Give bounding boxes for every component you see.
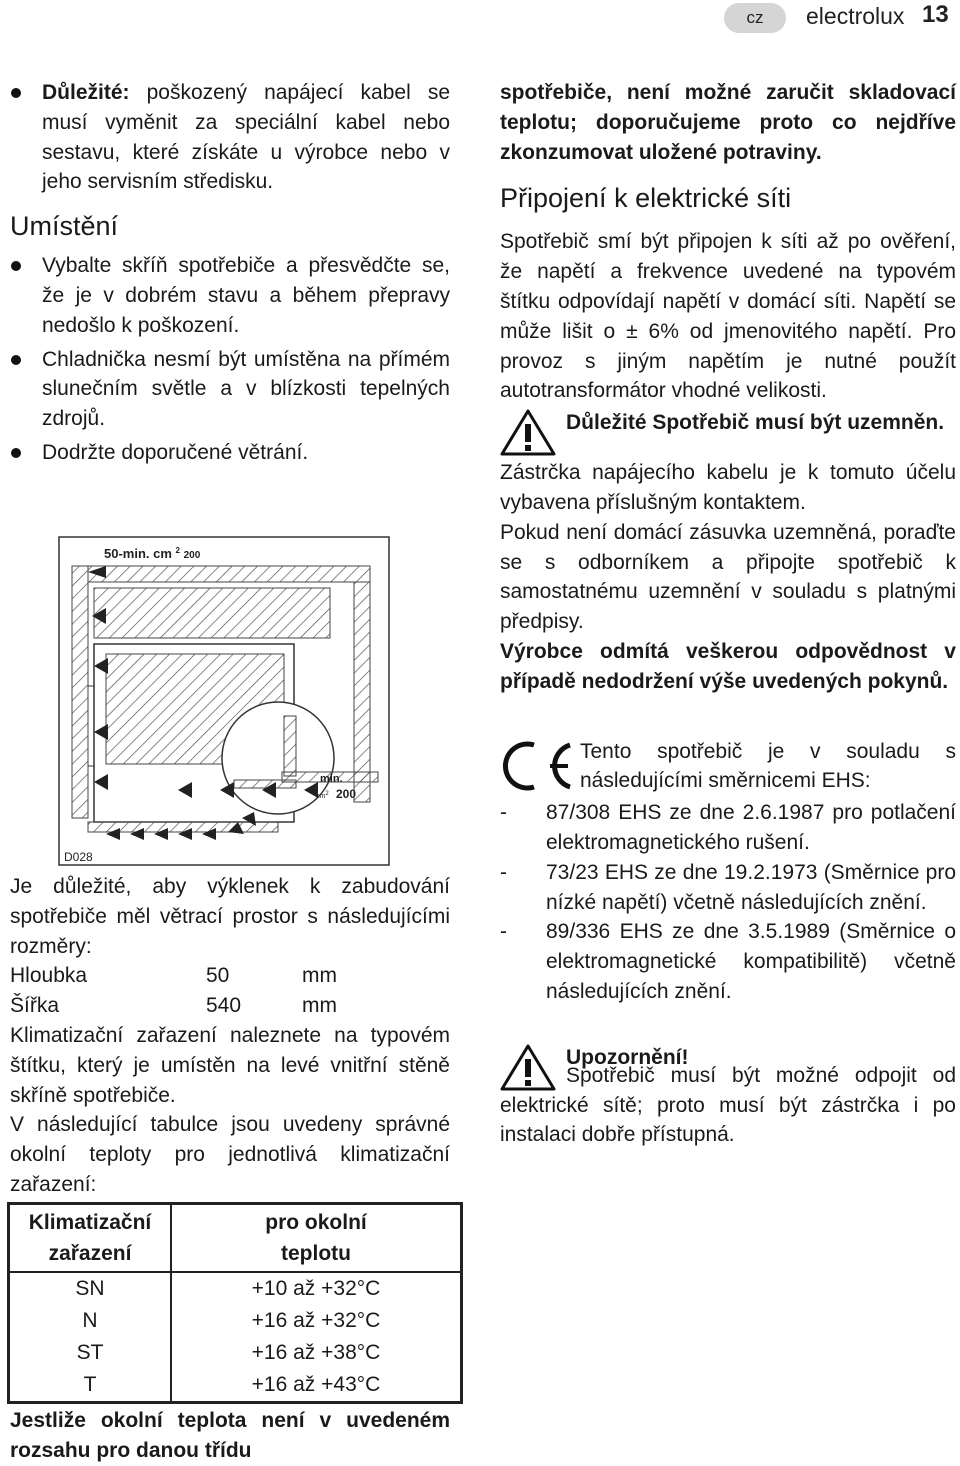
cabinet-left-wall (72, 566, 88, 818)
page-number: 13 (922, 1, 949, 28)
table-row (9, 1337, 462, 1369)
dim-label: Šířka (10, 994, 60, 1018)
storage-warning: spotřebiče, není možné zaručit skladovací teplotu; doporučujeme proto co nejdříve zkonzumovat uložené potraviny. (500, 81, 956, 164)
upper-compartment (94, 588, 330, 638)
left-column (10, 78, 450, 468)
dim-row-width (10, 991, 450, 1021)
important-note (10, 78, 450, 197)
dim-unit: mm (302, 994, 337, 1018)
warning-earthing-text: Důležité Spotřebič musí být uzemněn. (566, 411, 945, 435)
heading-placement: Umístění (10, 211, 119, 242)
dim-label: Hloubka (10, 964, 88, 988)
temperature-warning: Jestliže okolní teplota není v uvedeném rozsahu pro danou třídu (10, 1409, 450, 1462)
ce-conformity (500, 737, 956, 797)
table-row (9, 1272, 462, 1305)
directive-item: - 73/23 EHS ze dne 19.2.1973 (Směrnice pro nízké napětí) včetně následujících znění. (500, 860, 956, 914)
warning-disconnect-text: Spotřebič musí být možné odpojit od elektrické sítě; proto musí být zástrčka i po instalaci dobře přístupná. (500, 1063, 956, 1147)
table-header-class: Klimatizační zařazení (9, 1204, 172, 1273)
para-voltage: Spotřebič smí být připojen k síti až po ověření, že napětí a frekvence uvedené na typovém štítku odpovídají napětí v domácí síti. Napětí se může lišit o ± 6% od jmenovitého napětí. Pro provoz s jiným napětím je nutné použít autotransformátor vhodné velikosti. (500, 230, 956, 403)
diagram-label-cm: cm2 (316, 791, 329, 800)
table-cell-temp: +16 až +32°C (251, 1309, 381, 1332)
directive-item: - 87/308 EHS ze dne 2.6.1987 pro potlačení elektromagnetického rušení. (500, 801, 956, 854)
table-cell-class: ST (9, 1337, 172, 1369)
dim-row-depth (10, 961, 450, 991)
dim-value: 540 (206, 994, 242, 1018)
important-label: Důležité: (42, 81, 130, 104)
warning-disconnect (500, 1043, 956, 1150)
disclaimer: Výrobce odmítá veškerou odpovědnost v případě nedodržení výše uvedených pokynů. (500, 639, 956, 693)
ventilation-diagram (58, 536, 390, 866)
table-cell-temp: +16 až +43°C (251, 1373, 381, 1396)
placement-bullet-3: Dodržte doporučené větrání. (10, 438, 450, 468)
table-cell-class: T (9, 1369, 172, 1403)
table-row (9, 1305, 462, 1337)
ce-text: Tento spotřebič je v souladu s následujícími směrnicemi EHS: (580, 739, 956, 793)
warning-triangle-icon (500, 408, 556, 456)
brand-name: electrolux (806, 3, 905, 29)
table-cell-class: SN (9, 1272, 172, 1305)
table-header-temp: pro okolní teplotu (171, 1204, 462, 1273)
warning-earthing (500, 408, 956, 456)
important-text: poškozený napájecí kabel se musí vyměnit za speciální kabel nebo sestavu, které získáte u výrobce nebo v jeho servisním středisku. (42, 81, 450, 194)
diagram-code: D028 (64, 850, 93, 864)
warning-triangle-icon (500, 1043, 556, 1091)
right-column (500, 78, 956, 1150)
placement-bullet-2: Chladnička nesmí být umístěna na přímém slunečním světle a v blízkosti tepelných zdrojů. (10, 345, 450, 434)
left-bottom-text (10, 1406, 450, 1466)
dim-value: 50 (206, 964, 230, 988)
cabinet-right-wall (354, 582, 370, 802)
left-column-lower (10, 872, 450, 1200)
para-climate-class: Klimatizační zařazení naleznete na typovém štítku, který je umístěn na levé vnitřní stěně skříně spotřebiče. (10, 1023, 450, 1107)
diagram-label-min: min. (320, 773, 343, 785)
placement-bullet-1: Vybalte skříň spotřebiče a přesvědčte se, že je v dobrém stavu a během přepravy nedošlo k poškození. (10, 251, 450, 340)
ce-mark-icon (500, 737, 574, 795)
para-ventilation: Je důležité, aby výklenek k zabudování spotřebiče měl větrací prostor s následujícími rozměry: (10, 875, 450, 958)
warning-title: Upozornění! (566, 1045, 689, 1069)
para-socket: Pokud není domácí zásuvka uzemněná, poraďte se s odborníkem a připojte spotřebič k samostatnému uzemnění v souladu s platnými předpisy. (500, 520, 956, 634)
directive-item: - 89/336 EHS ze dne 3.5.1989 (Směrnice o elektromagnetické kompatibilitě) včetně následujících znění. (500, 920, 956, 1003)
table-row (9, 1369, 462, 1403)
cabinet-top-wall (88, 566, 370, 582)
diagram-label-200: 200 (336, 787, 357, 801)
language-badge: cz (724, 3, 786, 33)
table-cell-class: N (9, 1305, 172, 1337)
diagram-label-top: 50-min. cm $^2$ $_{200}$ (104, 546, 201, 561)
para-table-intro: V následující tabulce jsou uvedeny správné okolní teploty pro jednotlivá klimatizační zařazení: (10, 1113, 450, 1196)
climate-class-table (7, 1202, 463, 1404)
table-cell-temp: +10 až +32°C (251, 1277, 381, 1300)
table-cell-temp: +16 až +38°C (251, 1341, 381, 1364)
heading-electric: Připojení k elektrické síti (500, 183, 792, 214)
para-plug: Zástrčka napájecího kabelu je k tomuto účelu vybavena příslušným kontaktem. (500, 461, 956, 514)
dim-unit: mm (302, 964, 337, 988)
